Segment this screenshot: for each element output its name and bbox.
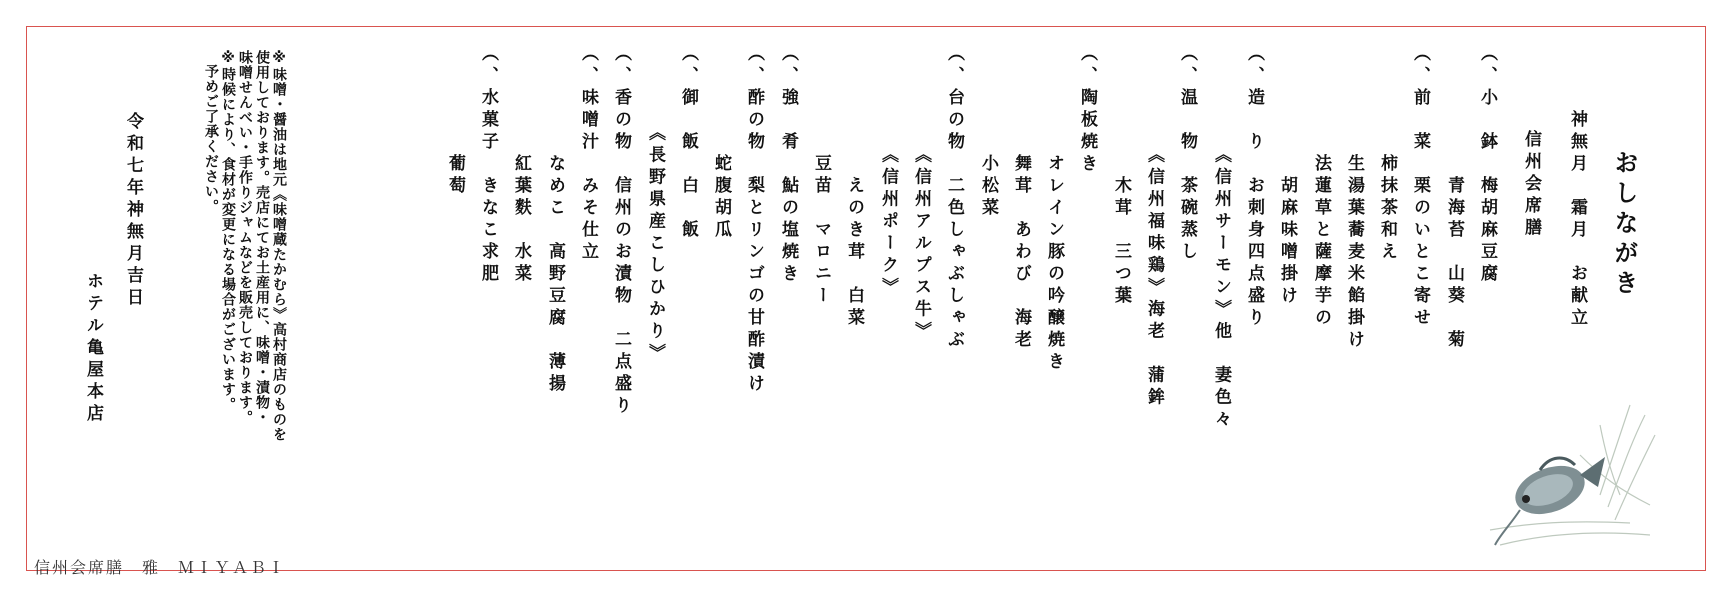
menu-column: 生湯葉蕎麦米餡掛け <box>1344 44 1364 352</box>
menu-column: 《信州福味鶏》海老 蒲鉾 <box>1144 44 1164 410</box>
menu-column: えのき茸 白菜 <box>844 44 864 330</box>
menu-title: おしながき <box>1610 150 1638 300</box>
note-line: 味噌せんべい・手作りジャムなどを販売しております。 <box>237 50 253 425</box>
note-line: 予めご了承ください。 <box>203 64 219 214</box>
menu-column: 小松菜 <box>978 44 998 220</box>
fish-illustration <box>1480 395 1665 555</box>
menu-column: ︵、御 飯 白 飯 <box>678 44 698 242</box>
menu-column: なめこ 高野豆腐 薄揚 <box>545 44 565 396</box>
menu-column: オレイン豚の吟醸焼き <box>1044 44 1064 374</box>
menu-column: 青海苔 山葵 菊 <box>1444 44 1464 352</box>
note-line: ※時候により、食材が変更になる場合がございます。 <box>220 50 236 412</box>
hotel-name: ホテル亀屋本店 <box>83 272 103 426</box>
menu-column: ︵、味噌汁 みそ仕立 <box>578 44 598 264</box>
menu-column: 法蓮草と薩摩芋の <box>1311 44 1331 330</box>
menu-column: ︵、陶板焼き <box>1077 44 1097 176</box>
menu-column: 《長野県産こしひかり》 <box>645 44 665 366</box>
menu-column: 《信州ポーク》 <box>878 44 898 300</box>
menu-column: 柿抹茶和え <box>1377 44 1397 264</box>
menu-column: 舞茸 あわび 海老 <box>1011 44 1031 352</box>
menu-column: 紅葉麩 水菜 <box>511 44 531 286</box>
menu-column: ︵、前 菜 栗のいとこ寄せ <box>1410 44 1430 330</box>
menu-column: 木茸 三つ葉 <box>1111 44 1131 308</box>
month-line: 神無月 霜月 お献立 <box>1567 110 1587 330</box>
menu-column: 《信州アルプス牛》 <box>911 44 931 344</box>
brand-footer: 信州会席膳 雅 ＭＩＹＡＢＩ <box>34 558 287 577</box>
menu-column: 豆苗 マロニー <box>811 44 831 308</box>
menu-column: ︵、造 り お刺身四点盛り <box>1244 44 1264 330</box>
course-name: 信州会席膳 <box>1521 130 1541 240</box>
menu-column: ︵、水菓子 きなこ求肥 <box>478 44 498 286</box>
menu-column: 蛇腹胡瓜 <box>711 44 731 242</box>
menu-column: ︵、小 鉢 梅胡麻豆腐 <box>1477 44 1497 286</box>
menu-column: ︵、酢の物 梨とリンゴの甘酢漬け <box>744 44 764 396</box>
menu-column: ︵、香の物 信州のお漬物 二点盛り <box>611 44 631 418</box>
note-line: 使用しております。売店にてお土産用に、味噌・漬物・ <box>254 50 270 425</box>
menu-column: 胡麻味噌掛け <box>1277 44 1297 308</box>
menu-column: ︵、強 肴 鮎の塩焼き <box>778 44 798 286</box>
note-line: ※味噌・醤油は地元《味噌蔵たかむら》高村商店のものを <box>271 50 287 442</box>
menu-column: ︵、台の物 二色しゃぶしゃぶ <box>944 44 964 352</box>
menu-column: 葡萄 <box>445 44 465 198</box>
menu-column: ︵、温 物 茶碗蒸し <box>1177 44 1197 264</box>
date-line: 令和七年神無月吉日 <box>123 112 143 310</box>
menu-column: 《信州サーモン》他 妻色々 <box>1211 44 1231 432</box>
